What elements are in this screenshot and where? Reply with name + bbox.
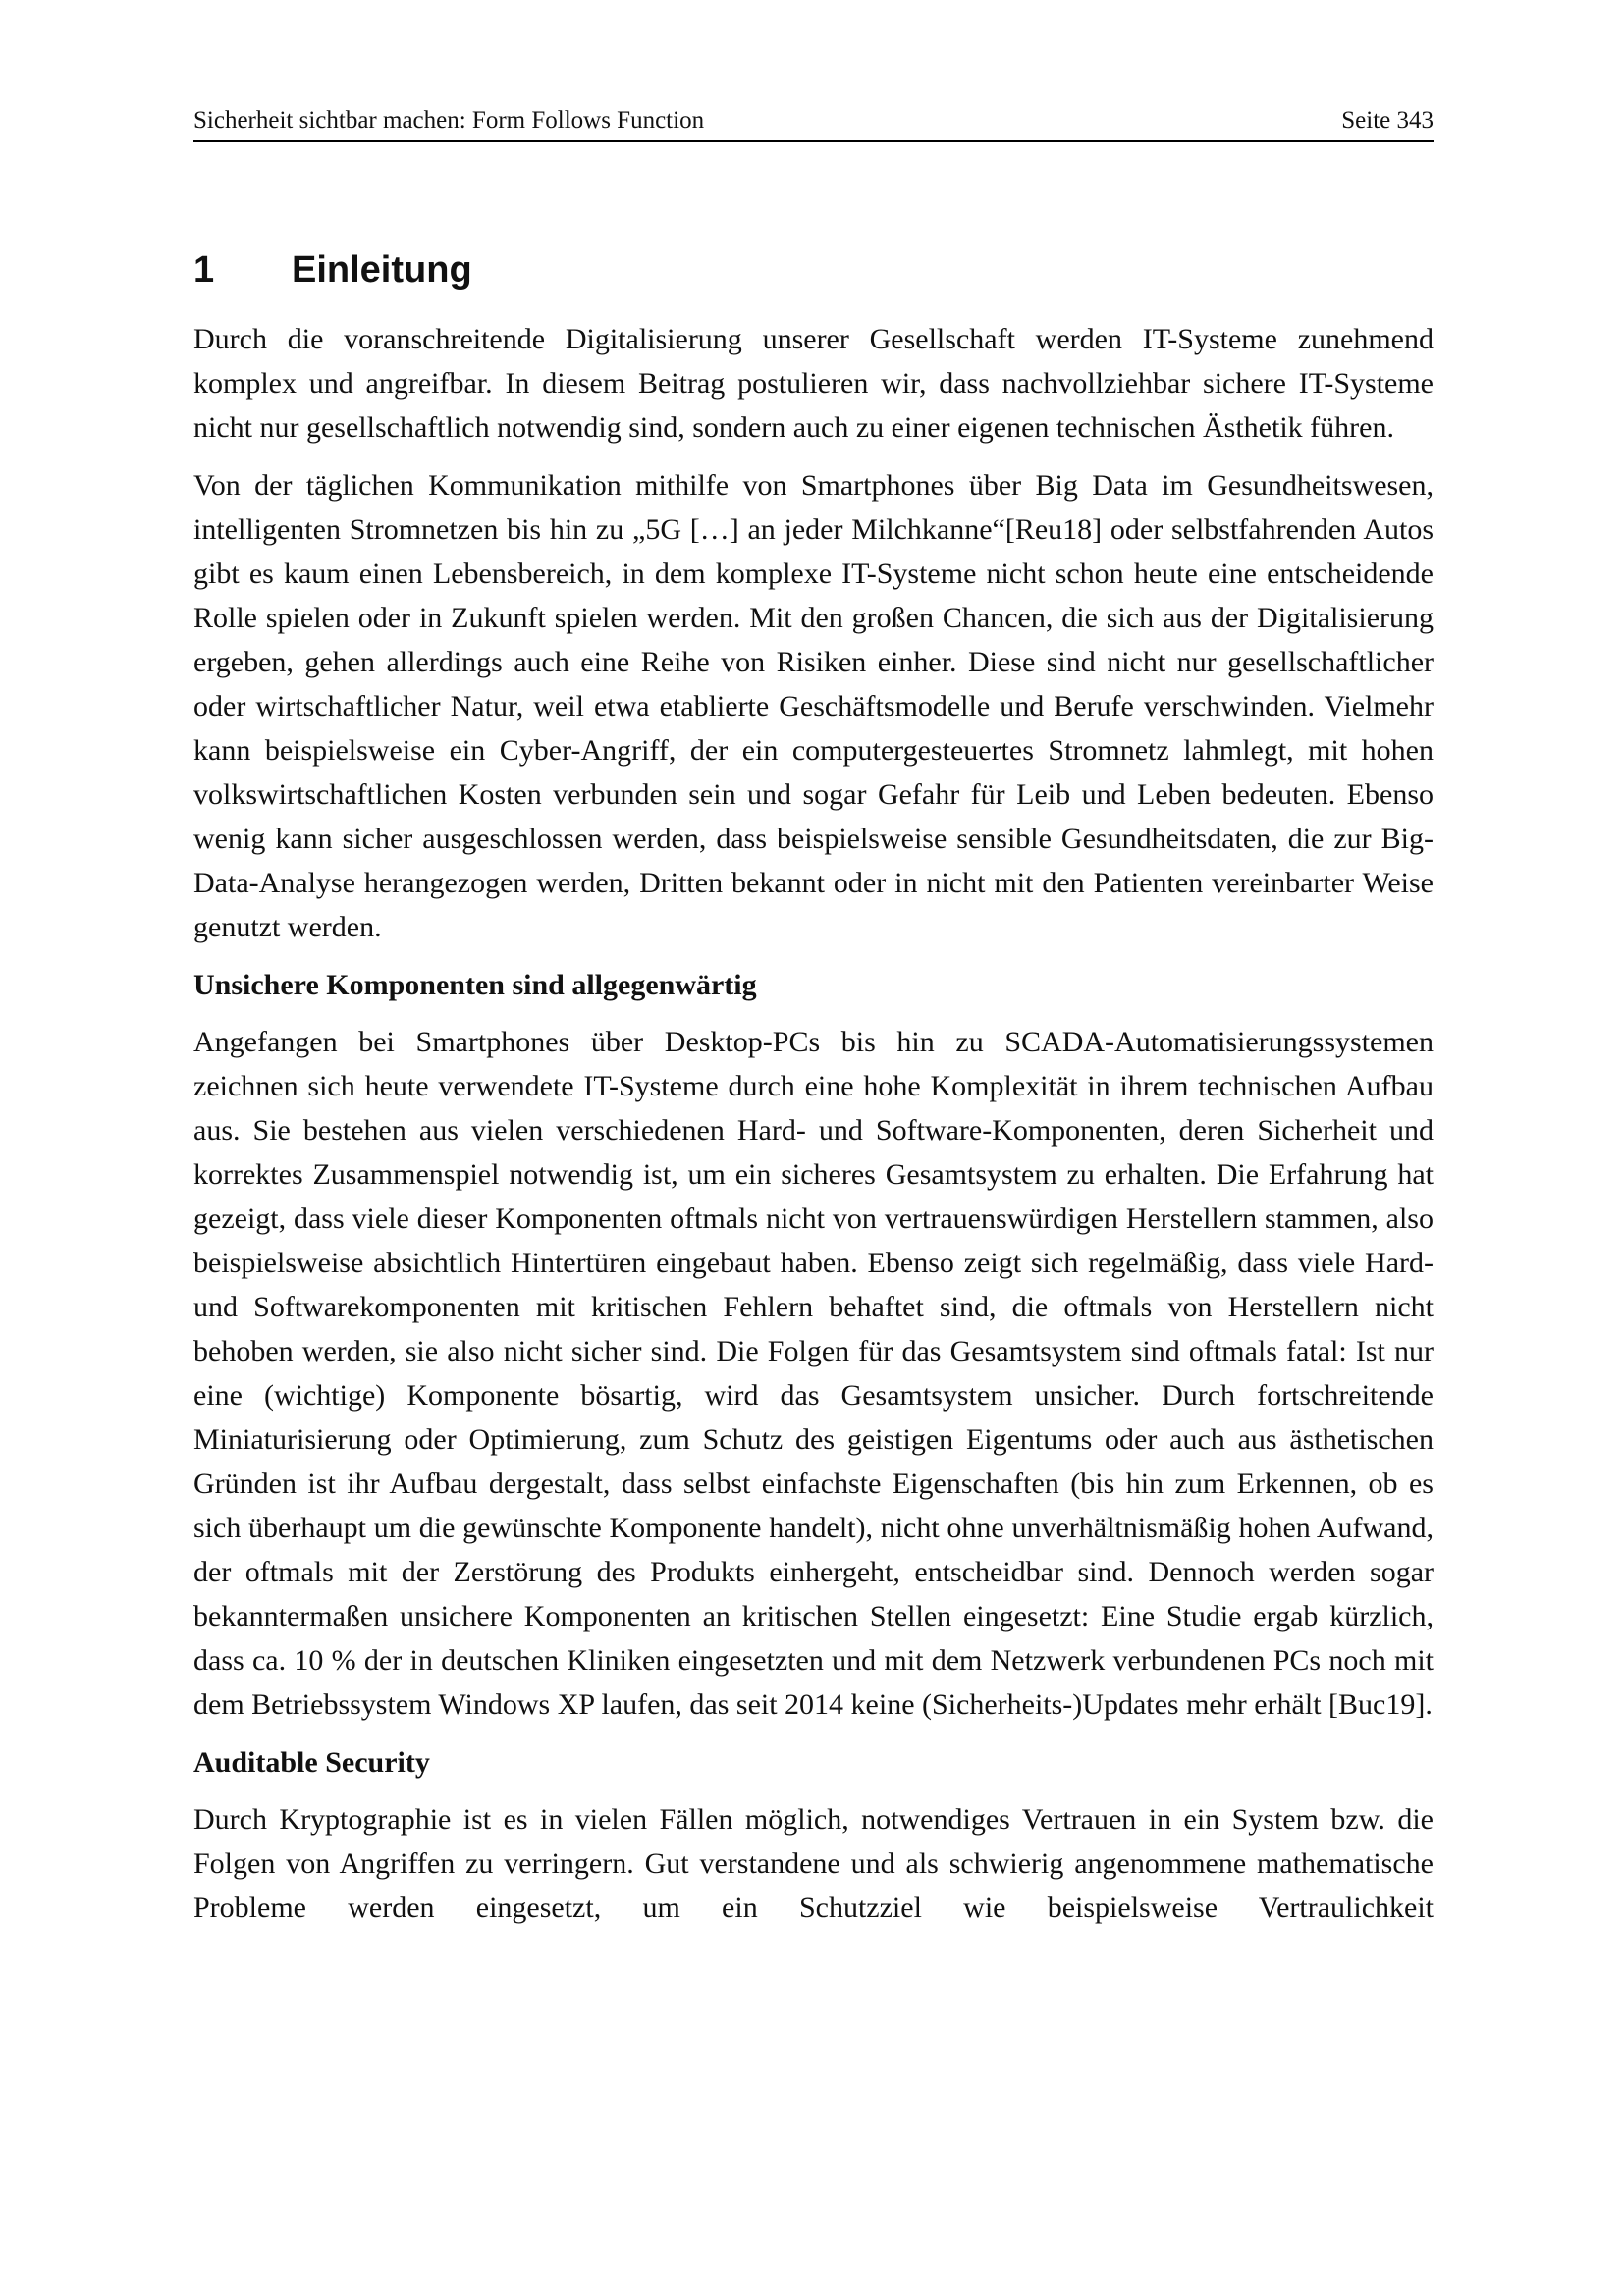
section-title: Einleitung: [292, 249, 472, 291]
section-heading: [193, 247, 472, 293]
running-header: [193, 106, 1434, 142]
running-header-title: Sicherheit sichtbar machen: Form Follows Function: [193, 107, 705, 133]
paragraph-cryptography: Durch Kryptographie ist es in vielen Fällen möglich, notwendiges Vertrauen in ein System bzw. die Folgen von Angriffen zu verringern. Gut verstandene und als schwierig angenommene mathematische Probleme werden eingesetzt, um ein Schutzziel wie beispielsweise Vertraulichkeit: [193, 1803, 1434, 1924]
section-number: 1: [193, 249, 215, 291]
subheading-insecure-components: Unsichere Komponenten sind allgegenwärtig: [193, 969, 757, 1001]
page-number: Seite 343: [1341, 107, 1434, 133]
paragraph-digitalization: Von der täglichen Kommunikation mithilfe von Smartphones über Big Data im Gesundheitswesen, intelligenten Stromnetzen bis hin zu „5G […] an jeder Milchkanne“[Reu18] oder selbstfahrenden Autos gibt es kaum einen Lebensbereich, in dem komplexe IT-Systeme nicht schon heute eine entscheidende Rolle spielen oder in Zukunft spielen werden. Mit den großen Chancen, die sich aus der Digitalisierung ergeben, gehen allerdings auch eine Reihe von Risiken einher. Diese sind nicht nur gesellschaftlicher oder wirtschaftlicher Natur, weil etwa etablierte Geschäftsmodelle und Berufe verschwinden. Vielmehr kann beispielsweise ein Cyber-Angriff, der ein computergesteuertes Stromnetz lahmlegt, mit hohen volkswirtschaftlichen Kosten verbunden sein und sogar Gefahr für Leib und Leben bedeuten. Ebenso wenig kann sicher ausgeschlossen werden, dass beispielsweise sensible Gesundheitsdaten, die zur Big-Data-Analyse herangezogen werden, Dritten bekannt oder in nicht mit den Patienten vereinbarter Weise genutzt werden.: [193, 469, 1434, 943]
paragraph-intro: Durch die voranschreitende Digitalisierung unserer Gesellschaft werden IT-Systeme zunehmend komplex und angreifbar. In diesem Beitrag postulieren wir, dass nachvollziehbar sichere IT-Systeme nicht nur gesellschaftlich notwendig sind, sondern auch zu einer eigenen technischen Ästhetik führen.: [193, 323, 1434, 444]
body-text: [193, 317, 1434, 1944]
subheading-auditable-security: Auditable Security: [193, 1746, 430, 1779]
paragraph-components: Angefangen bei Smartphones über Desktop-PCs bis hin zu SCADA-Automatisierungssystemen zeichnen sich heute verwendete IT-Systeme durch eine hohe Komplexität in ihrem technischen Aufbau aus. Sie bestehen aus vielen verschiedenen Hard- und Software-Komponenten, deren Sicherheit und korrektes Zusammenspiel notwendig ist, um ein sicheres Gesamtsystem zu erhalten. Die Erfahrung hat gezeigt, dass viele dieser Komponenten oftmals nicht von vertrauenswürdigen Herstellern stammen, also beispielsweise absichtlich Hintertüren eingebaut haben. Ebenso zeigt sich regelmäßig, dass viele Hard- und Softwarekomponenten mit kritischen Fehlern behaftet sind, die oftmals von Herstellern nicht behoben werden, sie also nicht sicher sind. Die Folgen für das Gesamtsystem sind oftmals fatal: Ist nur eine (wichtige) Komponente bösartig, wird das Gesamtsystem unsicher. Durch fortschreitende Miniaturisierung oder Optimierung, zum Schutz des geistigen Eigentums oder auch aus ästhetischen Gründen ist ihr Aufbau dergestalt, dass selbst einfachste Eigenschaften (bis hin zum Erkennen, ob es sich überhaupt um die gewünschte Komponente handelt), nicht ohne unverhältnismäßig hohen Aufwand, der oftmals mit der Zerstörung des Produkts einhergeht, entscheidbar sind. Dennoch werden sogar bekanntermaßen unsichere Komponenten an kritischen Stellen eingesetzt: Eine Studie ergab kürzlich, dass ca. 10 % der in deutschen Kliniken eingesetzten und mit dem Netzwerk verbundenen PCs noch mit dem Betriebssystem Windows XP laufen, das seit 2014 keine (Sicherheits-)Updates mehr erhält [Buc19].: [193, 1026, 1434, 1721]
